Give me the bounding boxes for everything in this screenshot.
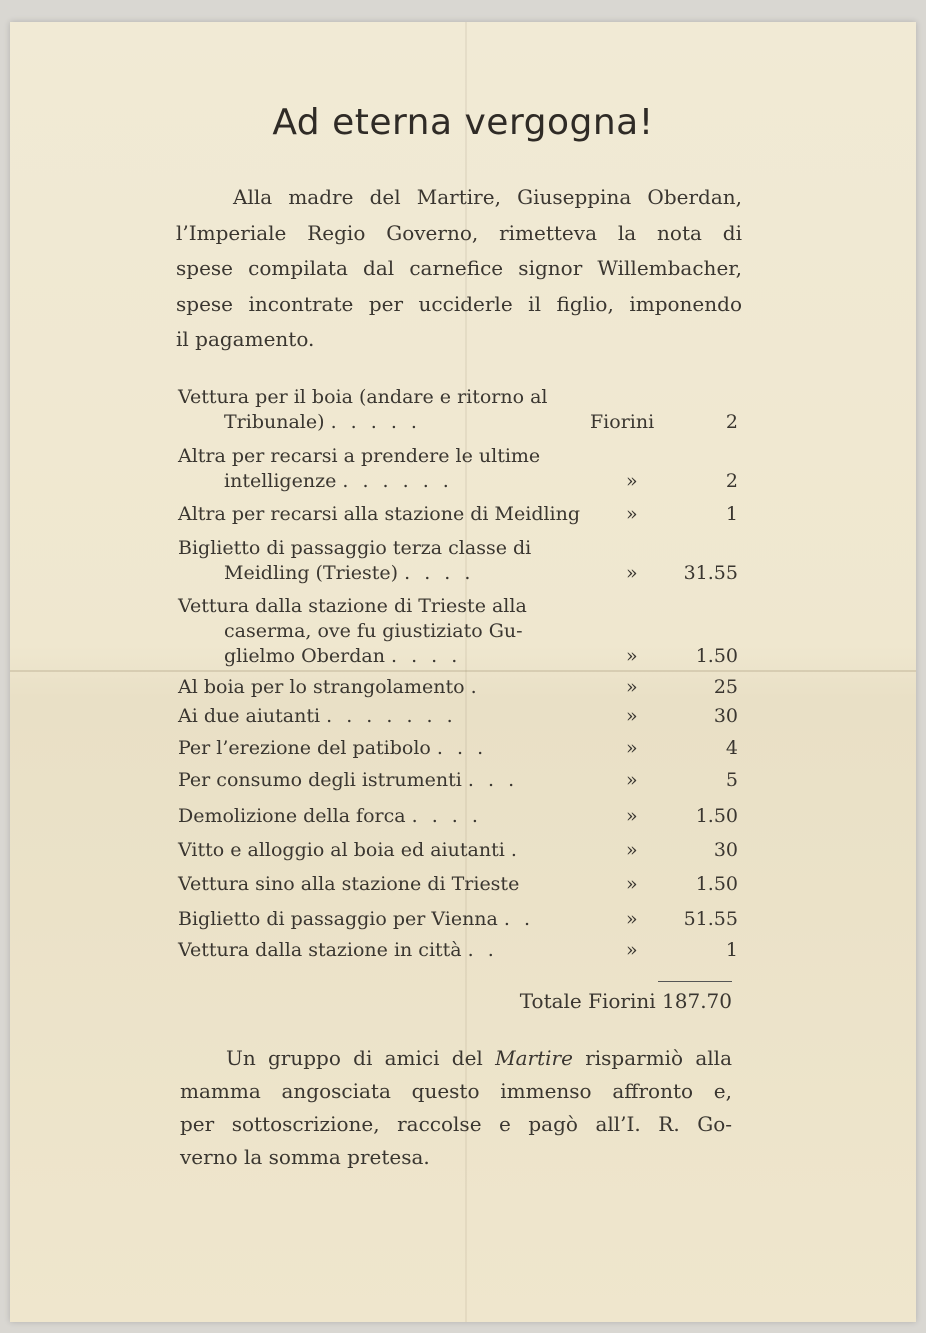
- expense-description-line: [178, 804, 618, 829]
- expense-description: [178, 594, 618, 669]
- total-rule: [658, 981, 732, 982]
- ditto-mark: »: [626, 470, 638, 492]
- ditto-mark: »: [626, 645, 638, 667]
- expense-text: glielmo Oberdan: [224, 645, 385, 667]
- expense-row: [178, 838, 738, 863]
- expense-description-line: [178, 675, 618, 700]
- expense-row: [178, 536, 738, 586]
- intro-line: spese compilata dal carnefice signor Willembacher,: [176, 256, 742, 280]
- expense-amount: 1.50: [695, 645, 738, 667]
- expense-description-line: [178, 644, 618, 669]
- expense-row: [178, 872, 738, 897]
- expense-row: [178, 502, 738, 527]
- expense-text: Biglietto di passaggio terza classe di: [178, 537, 532, 559]
- ditto-mark: »: [626, 805, 638, 827]
- expense-description: [178, 536, 618, 586]
- leader-dots: .: [470, 676, 481, 698]
- leader-dots: . . .: [467, 769, 519, 791]
- closing-text: Un gruppo di amici del: [226, 1046, 483, 1070]
- expense-description: [178, 872, 618, 897]
- expense-description-line: [178, 938, 618, 963]
- currency-label: Fiorini: [590, 411, 655, 433]
- leader-dots: . . . .: [411, 805, 482, 827]
- expense-description-line: [178, 444, 618, 469]
- expense-description: [178, 907, 618, 932]
- expense-row: [178, 736, 738, 761]
- expense-description-line: [178, 872, 618, 897]
- ditto-mark: »: [626, 839, 638, 861]
- total-amount: Totale Fiorini 187.70: [519, 989, 732, 1013]
- expense-description-line: [178, 385, 618, 410]
- ditto-mark: »: [626, 737, 638, 759]
- expense-amount: 30: [713, 705, 738, 727]
- ditto-mark: »: [626, 676, 638, 698]
- expense-amount: 25: [713, 676, 738, 698]
- expense-description-line: [178, 502, 618, 527]
- expense-description-line: [178, 736, 618, 761]
- expense-description: [178, 502, 618, 527]
- leader-dots: . . . . . .: [342, 470, 453, 492]
- leader-dots: . . .: [436, 737, 488, 759]
- closing-italic-word: Martire: [495, 1046, 573, 1070]
- leader-dots: . . . . . . .: [326, 705, 457, 727]
- expense-description: [178, 704, 618, 729]
- closing-line: per sottoscrizione, raccolse e pagò all’I. R. Go-: [180, 1112, 732, 1136]
- closing-text: risparmiò alla: [585, 1046, 733, 1070]
- ditto-mark: »: [626, 503, 638, 525]
- expense-amount: 31.55: [683, 562, 738, 584]
- expense-row: [178, 675, 738, 700]
- expense-row: [178, 385, 738, 435]
- expense-description-line: [178, 907, 618, 932]
- expense-row: [178, 907, 738, 932]
- intro-line: l’Imperiale Regio Governo, rimetteva la nota di: [176, 220, 742, 245]
- closing-paragraph: [180, 1042, 732, 1174]
- closing-line: mamma angosciata questo immenso affronto e,: [180, 1079, 732, 1103]
- expense-amount: 1.50: [695, 805, 738, 827]
- ditto-mark: »: [626, 562, 638, 584]
- leader-dots: . . . . .: [330, 411, 421, 433]
- intro-paragraph: [176, 180, 742, 358]
- ditto-mark: »: [626, 939, 638, 961]
- ditto-mark: »: [626, 705, 638, 727]
- expense-amount: 4: [725, 737, 738, 759]
- expense-text: Ai due aiutanti: [178, 705, 321, 727]
- expense-description-line: [178, 838, 618, 863]
- expense-description-line: [178, 594, 618, 619]
- expense-amount: 51.55: [683, 908, 738, 930]
- expense-row: [178, 594, 738, 669]
- expense-row: [178, 938, 738, 963]
- expense-description: [178, 675, 618, 700]
- expense-description: [178, 444, 618, 494]
- expense-description-line: [178, 561, 618, 586]
- ditto-mark: »: [626, 908, 638, 930]
- expense-text: Meidling (Trieste): [224, 562, 399, 584]
- expense-text: Vettura dalla stazione in città: [178, 939, 462, 961]
- expense-amount: 2: [725, 470, 738, 492]
- expense-amount: 1.50: [695, 873, 738, 895]
- ditto-mark: »: [626, 873, 638, 895]
- ditto-mark: »: [626, 769, 638, 791]
- expense-description-line: [178, 619, 618, 644]
- leader-dots: .: [510, 839, 521, 861]
- expense-text: Per consumo degli istrumenti: [178, 769, 462, 791]
- expense-row: [178, 704, 738, 729]
- expense-row: [178, 804, 738, 829]
- expense-amount: 2: [725, 411, 738, 433]
- expense-text: Vettura dalla stazione di Trieste alla: [178, 595, 527, 617]
- document-sheet: [10, 22, 916, 1322]
- leader-dots: . . . .: [390, 645, 462, 667]
- expense-text: Vitto e alloggio al boia ed aiutanti: [178, 839, 505, 861]
- intro-line: Alla madre del Martire, Giuseppina Oberdan,: [233, 185, 742, 209]
- leader-dots: . . . .: [404, 562, 475, 584]
- intro-line: spese incontrate per ucciderle il figlio, imponendo: [176, 291, 742, 316]
- expense-row: [178, 768, 738, 793]
- expense-description-line: [178, 536, 618, 561]
- expense-description-line: [178, 704, 618, 729]
- expense-amount: 30: [713, 839, 738, 861]
- leader-dots: . .: [503, 908, 535, 930]
- expense-description: [178, 768, 618, 793]
- expense-text: Biglietto di passaggio per Vienna: [178, 908, 498, 930]
- expense-description: [178, 938, 618, 963]
- expense-amount: 5: [725, 769, 738, 791]
- expense-text: Vettura per il boia (andare e ritorno al: [178, 386, 548, 408]
- intro-line: il pagamento.: [176, 327, 315, 351]
- closing-line: verno la somma pretesa.: [180, 1145, 430, 1169]
- expense-description: [178, 804, 618, 829]
- expense-description: [178, 736, 618, 761]
- expense-text: Al boia per lo strangolamento: [178, 676, 465, 698]
- closing-line: [180, 1042, 732, 1075]
- expense-description: [178, 838, 618, 863]
- expense-text: Per l’erezione del patibolo: [178, 737, 431, 759]
- expense-text: Altra per recarsi a prendere le ultime: [178, 445, 541, 467]
- expense-text: Altra per recarsi alla stazione di Meidling: [178, 503, 581, 525]
- expense-amount: 1: [725, 503, 738, 525]
- expense-text: Demolizione della forca: [178, 805, 406, 827]
- expense-amount: 1: [725, 939, 738, 961]
- expense-description-line: [178, 469, 618, 494]
- expense-description-line: [178, 410, 618, 435]
- expense-text: caserma, ove fu giustiziato Gu-: [224, 620, 523, 642]
- expense-text: intelligenze: [224, 470, 337, 492]
- expense-text: Vettura sino alla stazione di Trieste: [178, 873, 520, 895]
- expense-text: Tribunale): [224, 411, 325, 433]
- document-title: Ad eterna vergogna!: [272, 102, 654, 143]
- horizontal-fold-line: [10, 670, 916, 672]
- expense-description-line: [178, 768, 618, 793]
- leader-dots: . .: [467, 939, 498, 961]
- expense-description: [178, 385, 618, 435]
- expense-row: [178, 444, 738, 494]
